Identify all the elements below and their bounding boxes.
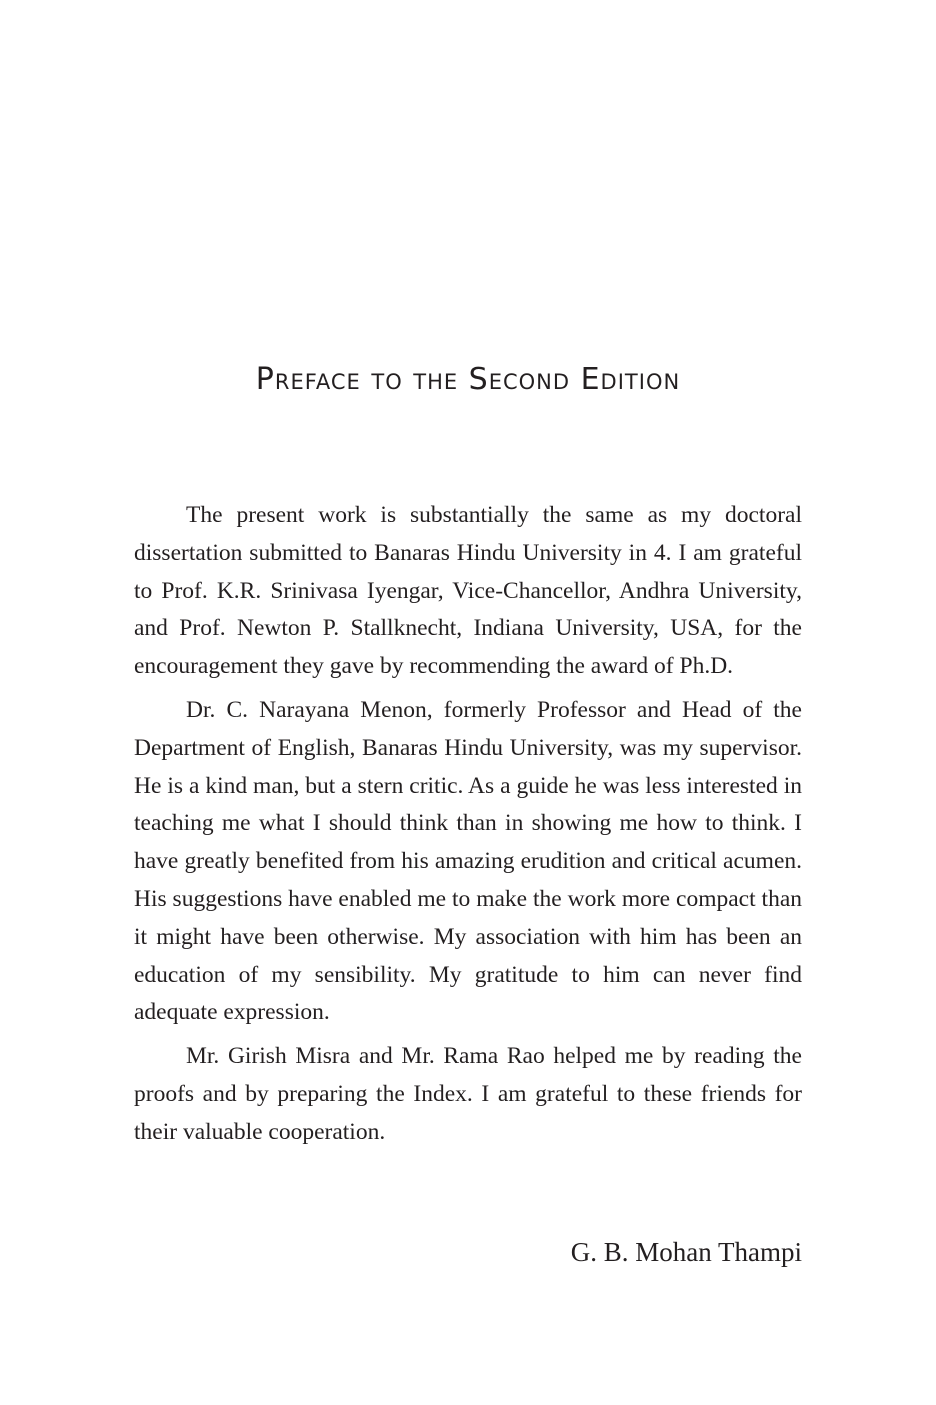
paragraph-3: Mr. Girish Misra and Mr. Rama Rao helped me by reading the proofs and by preparing the Index. I am grateful to these friends for their valuable cooperation.: [134, 1043, 802, 1145]
paragraph-2: Dr. C. Narayana Menon, formerly Professor and Head of the Department of English, Banaras Hindu University, was my supervisor. He is a kind man, but a stern critic. As a guide he was less interested in teaching me what I should think than in showing me how to think. I have greatly benefited from his amazing erudition and critical acumen. His suggestions have enabled me to make the work more compact than it might have been otherwise. My association with him has been an education of my sensibility. My gratitude to him can never find adequate expression.: [134, 696, 802, 1026]
paragraph-1: The present work is substantially the same as my doctoral dissertation submitted to Banaras Hindu University in 4. I am grateful to Prof. K.R. Srinivasa Iyengar, Vice-Chancellor, Andhra University, and Prof. Newton P. Stallknecht, Indiana University, USA, for the encouragement they gave by recommending the award of Ph.D.: [134, 502, 802, 680]
author-signature: G. B. Mohan Thampi: [570, 1237, 802, 1267]
preface-body: [134, 497, 802, 1158]
page-title: Preface to the Second Edition: [255, 362, 681, 397]
